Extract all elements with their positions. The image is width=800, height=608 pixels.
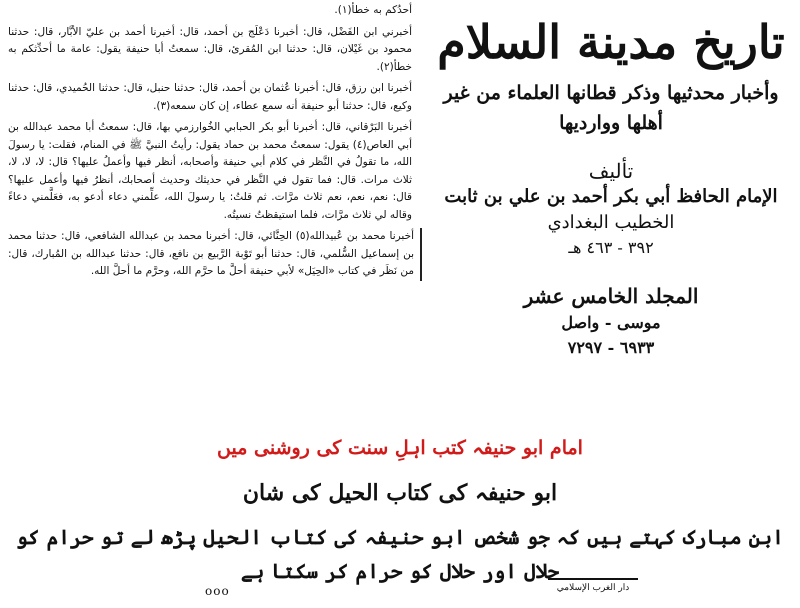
volume-range-names: موسى - واصل bbox=[561, 313, 661, 332]
book-text-page bbox=[8, 2, 412, 430]
book-title-page bbox=[428, 6, 794, 436]
page-mark: ooo bbox=[205, 584, 230, 598]
author-name: الإمام الحافظ أبي بكر أحمد بن علي بن ثابت bbox=[444, 186, 778, 207]
caption-heading: امام ابو حنیفہ کتب اہلِ سنت کی روشنی میں bbox=[217, 437, 583, 459]
urdu-caption bbox=[0, 432, 800, 608]
publisher-logo: دار الغرب الإسلامي bbox=[548, 578, 638, 594]
volume-label: المجلد الخامس عشر bbox=[523, 284, 699, 308]
caption-statement: ابن مبارک کہتے ہیں کہ جو شخص ابو حنیفہ کی کتاب الحیل پڑھ لے تو حرام کو حلال اور حلال کو حرام کر سکتا ہے bbox=[16, 525, 784, 583]
text-paragraph: أحدُكم به خطأ(١). bbox=[334, 4, 412, 16]
book-title: تاريخ مدينة السلام bbox=[437, 15, 785, 69]
author-years: ٣٩٢ - ٤٦٣ هـ bbox=[568, 238, 654, 257]
author-nisba: الخطيب البغدادي bbox=[547, 212, 675, 233]
highlighted-paragraph: أخبرنا محمد بن عُبيدالله(٥) الحِنَّائي، قال: أخبرنا محمد بن عبدالله الشافعي، قال: حدثنا محمد بن إسماعيل السُّلمي، قال: حدثنا أبو تَوْبة الرَّبيع بن نافع، قال: حدثنا عبدالله بن المُبارك، قال: من نَظَر في كتاب «الحِيَل» لأبي حنيفة أحلَّ ما حرَّم الله، وحرَّم ما أحلَّ الله. bbox=[8, 228, 422, 281]
authorship-label: تأليف bbox=[588, 159, 634, 183]
book-subtitle: وأخبار محدثيها وذكر قطانها العلماء من غير أهلها ووارديها bbox=[443, 82, 779, 134]
text-paragraph: أخبرنا البَرْقاني، قال: أخبرنا أبو بكر الحبابي الخُوارزمي بها، قال: سمعتُ أبا محمد عبدالله بن أبي العاص(٤) يقول: سمعتُ محمد بن حماد يقول: رأيتُ النبيَّ ﷺ في المنام، فقلت: يا رسولَ الله، ما تقولُ في النَّظر في كلام أبي حنيفة وأصحابه، أنظر فيها وأعملُ عليها؟ قال: لا، لا، لا، ثلاث مرات. قال: فما تقول في النَّظر في حديثك وحديث أصحابك، أنظرُ فيها وأعمل عليها؟ قال: نعم، نعم، نعم ثلاث مرَّات. ثم قلتُ: يا رسولَ الله، علِّمني دعاء أدعو به، فعَلَّمني دعاءً وقاله لي ثلاث مرَّات، فلما استيقظتُ نسيتُه. bbox=[8, 121, 412, 221]
text-paragraph: أخبرني ابن الفَضْل، قال: أخبرنا دَعْلَج بن أحمد، قال: أخبرنا أحمد بن عليّ الأبَّار، قال: حدثنا محمود بن غَيْلان، قال: حدثنا ابن المُقرئ، قال: سمعتُ أبا حنيفة يقول: عامة ما أحدِّثكم به خطأ(٢). bbox=[8, 25, 412, 73]
caption-subheading: ابو حنیفہ کی کتاب الحیل کی شان bbox=[242, 480, 558, 506]
volume-range-numbers: ٦٩٣٣ - ٧٢٩٧ bbox=[567, 338, 655, 357]
text-paragraph: أخبرنا ابن رزق، قال: أخبرنا عُثمان بن أحمد، قال: حدثنا حنبل، قال: حدثنا الحُميدي، قال: حدثنا وكيع، قال: حدثنا أبو حنيفة أنه سمع عطاء، إن كان سمعه(٣). bbox=[8, 82, 412, 112]
